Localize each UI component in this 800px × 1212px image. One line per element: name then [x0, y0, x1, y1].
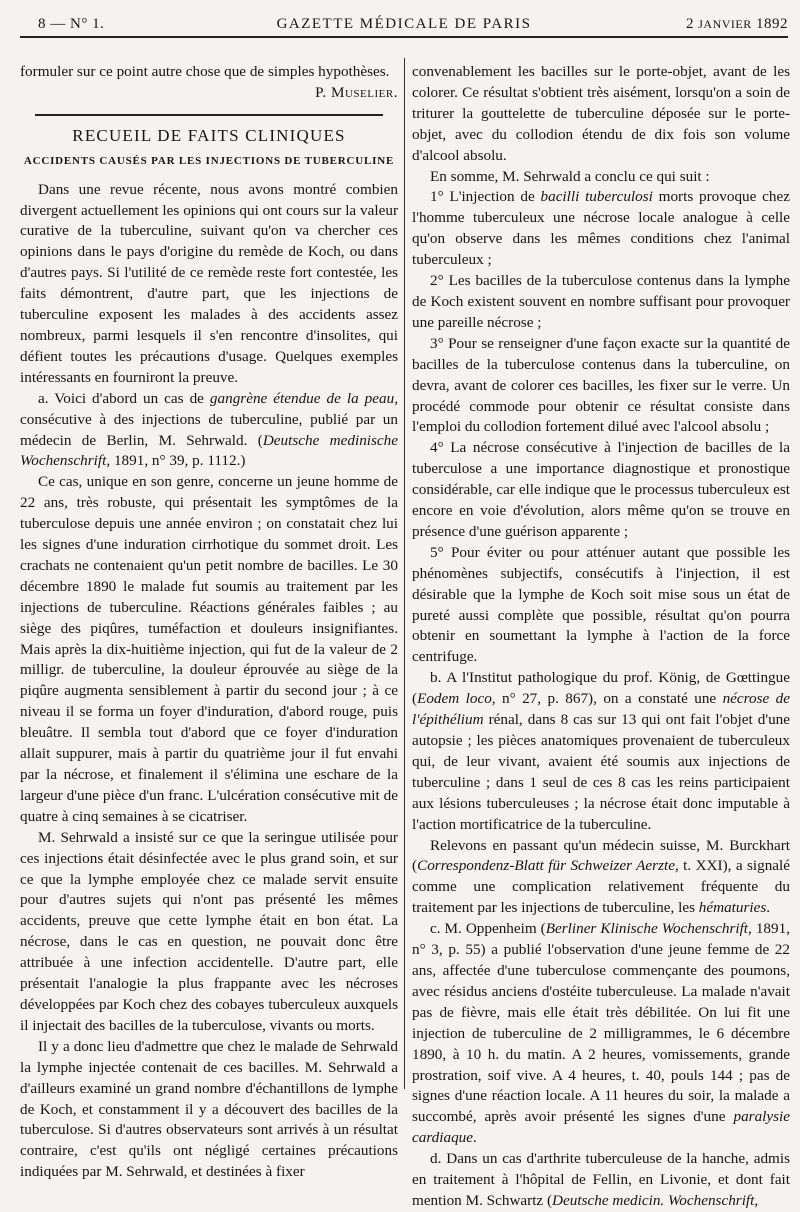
paragraph: c. M. Oppenheim (Berliner Klinische Wochenschrift, 1891, n° 3, p. 55) a publié l'observation d'une jeune femme de 22 ans, affectée d'une tuberculose commençante des poumons, avec résidus anciens d'ostéite tuberculeuse. La malade n'avait pas de fièvre, mais elle était très débilitée. On lui fit une injection de tuberculine de 2 milligrammes, le 6 décembre 1890, à 10 h. du matin. A 2 heures, vomissements, grande prostration, soif vive. A 4 heures, t. 40, pouls 144 ; pas de signes d'une réaction locale. A 11 heures du soir, la malade a succombé, après avoir présenté les signes d'une paralysie cardiaque.: [412, 920, 790, 1147]
conclusion-item: 1° L'injection de bacilli tuberculosi morts provoque chez l'homme tuberculeux une nécrose locale analogue à celle qu'on observe dans les mêmes conditions chez l'animal tuberculeux ;: [412, 188, 790, 269]
section-separator: [35, 114, 383, 116]
left-column: [20, 62, 398, 1183]
conclusion-item: 2° Les bacilles de la tuberculose contenus dans la lymphe de Koch existent souvent en nombre suffisant pour provoquer une pareille nécrose ;: [412, 272, 790, 331]
paragraph: convenablement les bacilles sur le porte-objet, avant de les colorer. Ce résultat s'obtient très aisément, lorsqu'on a soin de triturer la gouttelette de tuberculine déposée sur le porte-objet, avec du collodion étendu de dix fois son volume d'alcool absolu.: [412, 63, 790, 164]
author-signature: P. Muselier.: [315, 83, 398, 101]
paragraph: Relevons en passant qu'un médecin suisse, M. Burckhart (Correspondenz-Blatt für Schweizer Aerzte, t. XXI), a signalé comme une complication relativement fréquente du traitement par les injections de tuberculine, les hématuries.: [412, 836, 790, 917]
paragraph: Il y a donc lieu d'admettre que chez le malade de Sehrwald la lymphe injectée contenait de ces bacilles. M. Sehrwald a d'ailleurs examiné un grand nombre d'échantillons de lymphe de Koch, et constamment il y a découvert des bacilles de la tuberculose. Si d'autres observateurs sont arrivés à un résultat contraire, c'est qu'ils ont négligé certaines précautions indiquées par M. Sehrwald, et destinées à fixer: [20, 1037, 398, 1181]
section-title: RECUEIL DE FAITS CLINIQUES: [72, 125, 346, 145]
conclusion-item: 3° Pour se renseigner d'une façon exacte sur la quantité de bacilles de la tuberculose contenus dans la tuberculine, on devra, avant de colorer ces bacilles, les fixer sur le verre. Un procédé commode pour obtenir ce résultat consiste dans l'emploi du collodion fortement dilué avec l'alcool absolu ;: [412, 334, 790, 436]
paragraph: En somme, M. Sehrwald a conclu ce qui suit :: [430, 167, 710, 185]
conclusion-item: 5° Pour éviter ou pour atténuer autant que possible les phénomènes subjectifs, consécutifs à l'injection, il est désirable que la lymphe de Koch soit mise sous un état de pureté aussi complète que possible, résultat qu'on pourra obtenir en soumettant la lymphe à l'action de la force centrifuge.: [412, 543, 790, 666]
article-subtitle: ACCIDENTS CAUSÉS PAR LES INJECTIONS DE TUBERCULINE: [23, 154, 395, 167]
journal-title: GAZETTE MÉDICALE DE PARIS: [276, 16, 532, 32]
paragraph: Dans une revue récente, nous avons montré combien divergent actuellement les opinions qui ont cours sur la valeur curative de la tuberculine, suivant qu'on va chercher ces opinions dans le pays d'origine du remède de Koch, ou dans d'autres pays. Si l'utilité de ce remède reste fort contestée, les faits démontrent, d'autre part, que les injections de tuberculine exposent les malades à des accidents assez nombreux, parmi lesquels il s'en rencontre d'insolites, qui défient toutes les précautions d'usage. Quelques exemples intéressants en fourniront la preuve.: [20, 180, 398, 386]
column-divider: [404, 58, 405, 1089]
paragraph: M. Sehrwald a insisté sur ce que la seringue utilisée pour ces injections était désinfectée avec le plus grand soin, et sur ce que la lymphe employée chez ce malade servit ensuite pour d'autres sujets qui n'ont pas présenté les mêmes accidents, preuve que cette lymphe était en bon état. La nécrose, dans le cas en question, ne pouvait donc être attribuée à une infection accidentelle. D'autre part, elle présentait l'analogie la plus frappante avec les nécroses développées par Koch chez des cobayes tuberculeux auxquels il injectait des bacilles de la tuberculose, vivants ou morts.: [20, 828, 398, 1034]
running-header: [20, 10, 788, 38]
paragraph: d. Dans un cas d'arthrite tuberculeuse de la hanche, admis en traitement à l'hôpital de Fellin, en Livonie, et dont fait mention M. Schwartz (Deutsche medicin. Wochenschrift,: [412, 1150, 790, 1209]
paragraph: Ce cas, unique en son genre, concerne un jeune homme de 22 ans, très robuste, qui présentait les symptômes de la tuberculose depuis une année environ ; on constatait chez lui les signes d'une induration cirrhotique du sommet droit. Les crachats ne contenaient qu'un petit nombre de bacilles. Le 30 décembre 1890 le malade fut soumis au traitement par les injections de tuberculine. Réactions générales faibles ; au siège des piqûres, tuméfaction et douleurs insignifiantes. Mais après la dix-huitième injection, qui fut de la valeur de 2 milligr. de tuberculine, la douleur éprouvée au siège de la piqûre augmenta sensiblement à partir du second jour ; à ce niveau il se forma un foyer d'induration, d'abord rouge, puis bleuâtre. Il sembla tout d'abord que ce foyer d'induration allait suppurer, mais à partir du quatrième jour il fut envahi par la nécrose, et finalement il s'élimina une eschare de la largeur d'une pièce d'un franc. L'ulcération consécutive mit de quatre à cinq semaines à se cicatriser.: [20, 473, 398, 825]
conclusion-item: 4° La nécrose consécutive à l'injection de bacilles de la tuberculose a une importance diagnostique et pronostique considérable, car elle indique que le processus tuberculeux est encore en voie d'évolution, alors même qu'on se trouve en présence d'une guérison apparente ;: [412, 439, 790, 540]
paragraph: a. Voici d'abord un cas de gangrène étendue de la peau, consécutive à des injections de tuberculine, publié par un médecin de Berlin, M. Sehrwald. (Deutsche medinische Wochenschrift, 1891, n° 39, p. 1112.): [20, 389, 398, 470]
page-number: 8 — N° 1.: [38, 16, 105, 32]
paragraph: b. A l'Institut pathologique du prof. König, de Gœttingue (Eodem loco, n° 27, p. 867), on a constaté une nécrose de l'épithélium rénal, dans 8 cas sur 13 qui ont fait l'objet d'une autopsie ; les pièces anatomiques provenaient de tuberculeux qui, de leur vivant, avaient été soumis aux injections de tuberculine ; dans 1 seul de ces 8 cas les reins participaient aux lésions tuberculeuses ; la nécrose était donc imputable à l'action mortificatrice de la tuberculine.: [412, 669, 790, 833]
right-column: [412, 62, 790, 1212]
previous-article-end: formuler sur ce point autre chose que de simples hypothèses.: [20, 63, 390, 80]
issue-date: 2 JANVIER 1892: [686, 16, 788, 32]
